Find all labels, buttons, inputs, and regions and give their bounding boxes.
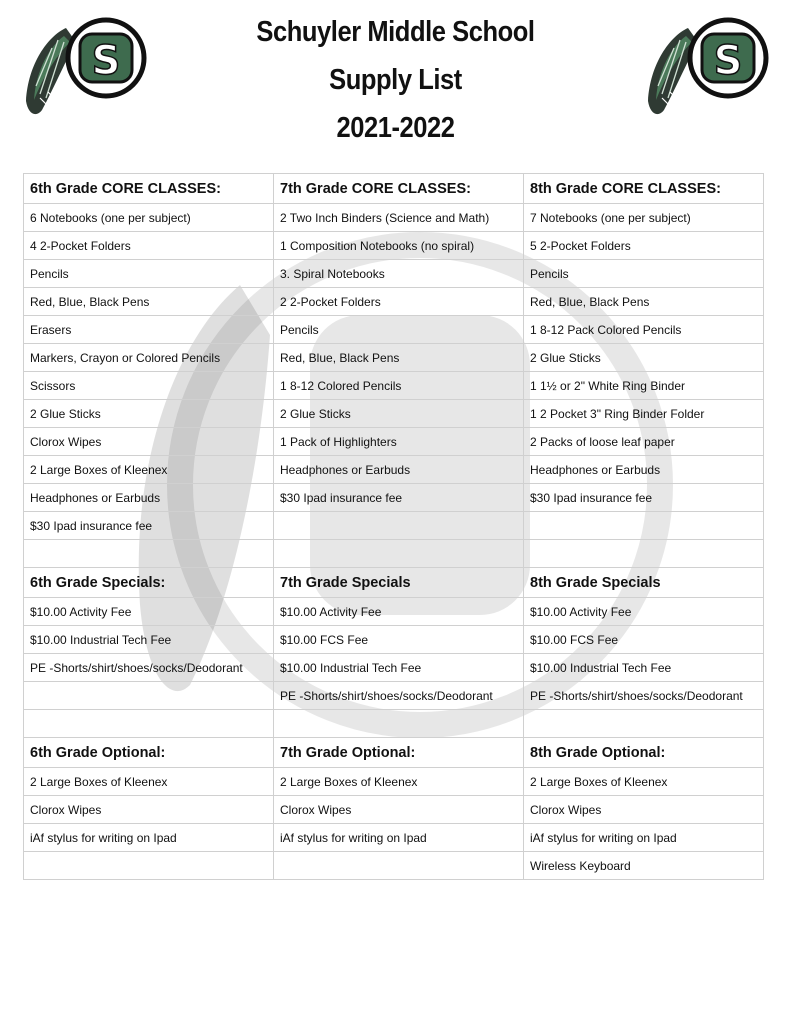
supply-item: 2 Large Boxes of Kleenex [24, 768, 274, 796]
supply-item: 2 Glue Sticks [24, 400, 274, 428]
supply-item [24, 682, 274, 710]
supply-item [24, 540, 274, 568]
section-header-row [24, 568, 764, 598]
supply-item: 2 Packs of loose leaf paper [524, 428, 764, 456]
table-row [24, 344, 764, 372]
supply-item: iAf stylus for writing on Ipad [24, 824, 274, 852]
supply-item: 1 2 Pocket 3" Ring Binder Folder [524, 400, 764, 428]
supply-item: Clorox Wipes [24, 428, 274, 456]
supply-item [524, 512, 764, 540]
supply-item: $30 Ipad insurance fee [274, 484, 524, 512]
supply-item [24, 710, 274, 738]
logo-letter: S [91, 38, 121, 84]
supply-item: Headphones or Earbuds [274, 456, 524, 484]
supply-item [524, 540, 764, 568]
table-row [24, 232, 764, 260]
table-row [24, 484, 764, 512]
table-row [24, 316, 764, 344]
supply-item: PE -Shorts/shirt/shoes/socks/Deodorant [24, 654, 274, 682]
supply-item: 3. Spiral Notebooks [274, 260, 524, 288]
supply-item: 5 2-Pocket Folders [524, 232, 764, 260]
table-row [24, 824, 764, 852]
supply-item [24, 852, 274, 880]
supply-item: Clorox Wipes [274, 796, 524, 824]
supply-item: 1 Composition Notebooks (no spiral) [274, 232, 524, 260]
page-header [0, 0, 791, 160]
supply-item: $10.00 Industrial Tech Fee [524, 654, 764, 682]
supply-item: Headphones or Earbuds [24, 484, 274, 512]
table-row [24, 682, 764, 710]
supply-item: PE -Shorts/shirt/shoes/socks/Deodorant [524, 682, 764, 710]
supply-item: iAf stylus for writing on Ipad [524, 824, 764, 852]
table-row [24, 512, 764, 540]
supply-item: Scissors [24, 372, 274, 400]
supply-list-table [23, 173, 764, 880]
grade-section-heading: 8th Grade Optional: [524, 738, 764, 768]
document-title: Supply List [329, 64, 462, 96]
supply-item: Pencils [274, 316, 524, 344]
school-year: 2021-2022 [336, 112, 455, 144]
supply-item [274, 710, 524, 738]
school-logo-right [640, 6, 770, 126]
school-logo-left [18, 6, 148, 126]
table-row [24, 626, 764, 654]
supply-item [274, 512, 524, 540]
supply-item: Clorox Wipes [24, 796, 274, 824]
supply-item: $10.00 Activity Fee [24, 598, 274, 626]
table-row [24, 288, 764, 316]
table-row [24, 654, 764, 682]
table-row [24, 456, 764, 484]
supply-item: Pencils [24, 260, 274, 288]
supply-item: $10.00 Industrial Tech Fee [274, 654, 524, 682]
supply-item [274, 852, 524, 880]
supply-item: $10.00 Activity Fee [274, 598, 524, 626]
supply-item: 2 Large Boxes of Kleenex [524, 768, 764, 796]
supply-item: $10.00 FCS Fee [274, 626, 524, 654]
supply-item: Erasers [24, 316, 274, 344]
supply-item: 2 2-Pocket Folders [274, 288, 524, 316]
supply-item: $30 Ipad insurance fee [524, 484, 764, 512]
supply-item: Wireless Keyboard [524, 852, 764, 880]
table-row [24, 428, 764, 456]
school-name: Schuyler Middle School [256, 16, 535, 48]
table-row [24, 768, 764, 796]
table-row [24, 852, 764, 880]
supply-item: Markers, Crayon or Colored Pencils [24, 344, 274, 372]
table-row [24, 372, 764, 400]
supply-item: 2 Glue Sticks [524, 344, 764, 372]
supply-item [524, 710, 764, 738]
table-row [24, 400, 764, 428]
supply-item: 2 Glue Sticks [274, 400, 524, 428]
grade-section-heading: 7th Grade CORE CLASSES: [274, 174, 524, 204]
supply-item: 2 Large Boxes of Kleenex [24, 456, 274, 484]
supply-item: $10.00 Activity Fee [524, 598, 764, 626]
supply-item: 2 Two Inch Binders (Science and Math) [274, 204, 524, 232]
section-header-row [24, 738, 764, 768]
grade-section-heading: 7th Grade Specials [274, 568, 524, 598]
table-row [24, 598, 764, 626]
supply-item: 1 Pack of Highlighters [274, 428, 524, 456]
supply-item: 1 8-12 Pack Colored Pencils [524, 316, 764, 344]
table-row [24, 796, 764, 824]
grade-section-heading: 6th Grade Specials: [24, 568, 274, 598]
table-row [24, 710, 764, 738]
supply-item: 2 Large Boxes of Kleenex [274, 768, 524, 796]
supply-item: 7 Notebooks (one per subject) [524, 204, 764, 232]
supply-item: 4 2-Pocket Folders [24, 232, 274, 260]
supply-item: PE -Shorts/shirt/shoes/socks/Deodorant [274, 682, 524, 710]
supply-item: Headphones or Earbuds [524, 456, 764, 484]
supply-item: 1 8-12 Colored Pencils [274, 372, 524, 400]
grade-section-heading: 8th Grade CORE CLASSES: [524, 174, 764, 204]
section-header-row [24, 174, 764, 204]
grade-section-heading: 7th Grade Optional: [274, 738, 524, 768]
supply-item [274, 540, 524, 568]
table-row [24, 204, 764, 232]
supply-item: iAf stylus for writing on Ipad [274, 824, 524, 852]
supply-item: Red, Blue, Black Pens [524, 288, 764, 316]
supply-item: $30 Ipad insurance fee [24, 512, 274, 540]
grade-section-heading: 8th Grade Specials [524, 568, 764, 598]
grade-section-heading: 6th Grade CORE CLASSES: [24, 174, 274, 204]
logo-letter: S [713, 38, 743, 84]
supply-item: Red, Blue, Black Pens [24, 288, 274, 316]
table-row [24, 260, 764, 288]
supply-item: $10.00 FCS Fee [524, 626, 764, 654]
supply-item: $10.00 Industrial Tech Fee [24, 626, 274, 654]
supply-item: Clorox Wipes [524, 796, 764, 824]
supply-item: Red, Blue, Black Pens [274, 344, 524, 372]
supply-item: Pencils [524, 260, 764, 288]
grade-section-heading: 6th Grade Optional: [24, 738, 274, 768]
table-row [24, 540, 764, 568]
supply-item: 6 Notebooks (one per subject) [24, 204, 274, 232]
supply-item: 1 1½ or 2" White Ring Binder [524, 372, 764, 400]
